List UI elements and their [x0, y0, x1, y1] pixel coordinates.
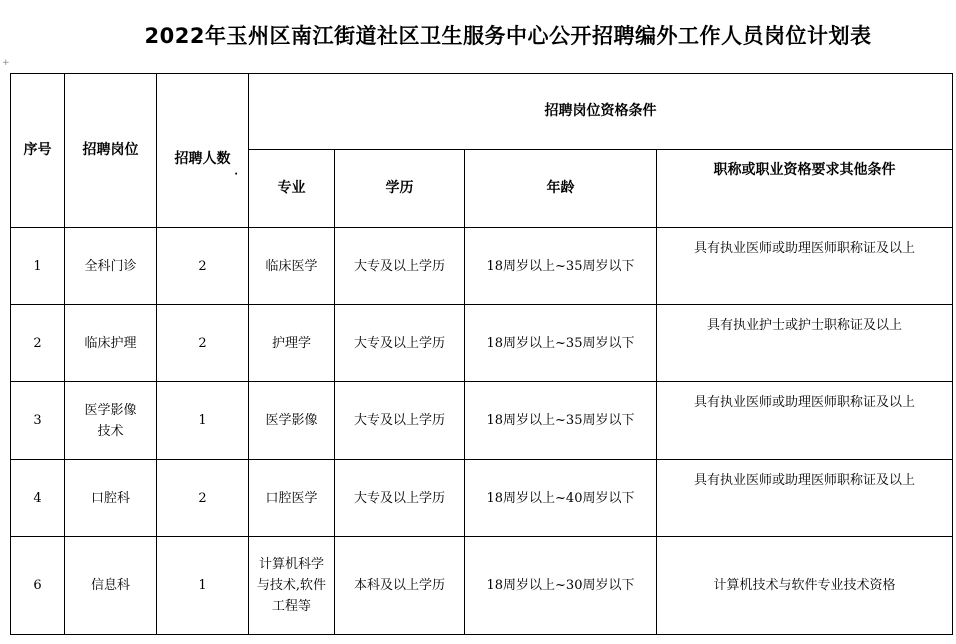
- header-seq: 序号: [11, 74, 65, 228]
- cell-major: 计算机科学与技术,软件工程等: [249, 537, 335, 635]
- header-position: 招聘岗位: [65, 74, 157, 228]
- header-other: 职称或职业资格要求其他条件: [657, 150, 953, 228]
- header-education: 学历: [335, 150, 465, 228]
- cell-age: 18周岁以上~40周岁以下: [465, 460, 657, 537]
- cell-major: 临床医学: [249, 228, 335, 305]
- header-count-dot: ·: [234, 169, 238, 180]
- header-age: 年龄: [465, 150, 657, 228]
- table-row: [11, 305, 953, 382]
- cell-seq: 2: [11, 305, 65, 382]
- cell-other: 具有执业医师或助理医师职称证及以上: [657, 382, 953, 460]
- cell-education: 大专及以上学历: [335, 228, 465, 305]
- cell-education: 本科及以上学历: [335, 537, 465, 635]
- cell-seq: 3: [11, 382, 65, 460]
- cell-position: 医学影像技术: [65, 382, 157, 460]
- cell-seq: 6: [11, 537, 65, 635]
- table-row: [11, 460, 953, 537]
- table-row: [11, 228, 953, 305]
- cell-education: 大专及以上学历: [335, 305, 465, 382]
- cell-seq: 1: [11, 228, 65, 305]
- cell-other: 计算机技术与软件专业技术资格: [657, 537, 953, 635]
- table-row: [11, 382, 953, 460]
- cell-education: 大专及以上学历: [335, 460, 465, 537]
- cell-major: 医学影像: [249, 382, 335, 460]
- cell-seq: 4: [11, 460, 65, 537]
- cell-count: 1: [157, 382, 249, 460]
- cell-other: 具有执业医师或助理医师职称证及以上: [657, 460, 953, 537]
- cell-position: 临床护理: [65, 305, 157, 382]
- cell-position: 信息科: [65, 537, 157, 635]
- header-count-label: 招聘人数: [174, 151, 231, 167]
- cell-count: 2: [157, 228, 249, 305]
- cell-position: 全科门诊: [65, 228, 157, 305]
- cell-other: 具有执业医师或助理医师职称证及以上: [657, 228, 953, 305]
- cell-count: 2: [157, 460, 249, 537]
- table-move-handle-icon[interactable]: +: [2, 58, 10, 68]
- cell-age: 18周岁以上~35周岁以下: [465, 228, 657, 305]
- cell-age: 18周岁以上~30周岁以下: [465, 537, 657, 635]
- cell-major: 口腔医学: [249, 460, 335, 537]
- page-title: 2022年玉州区南江街道社区卫生服务中心公开招聘编外工作人员岗位计划表: [144, 24, 872, 48]
- cell-education: 大专及以上学历: [335, 382, 465, 460]
- recruitment-plan-table: [10, 73, 953, 635]
- cell-count: 2: [157, 305, 249, 382]
- cell-count: 1: [157, 537, 249, 635]
- cell-age: 18周岁以上~35周岁以下: [465, 305, 657, 382]
- cell-major: 护理学: [249, 305, 335, 382]
- header-count: [157, 74, 249, 228]
- header-qualifications: 招聘岗位资格条件: [249, 74, 953, 150]
- header-major: 专业: [249, 150, 335, 228]
- cell-other: 具有执业护士或护士职称证及以上: [657, 305, 953, 382]
- cell-position: 口腔科: [65, 460, 157, 537]
- table-row: [11, 537, 953, 635]
- cell-age: 18周岁以上~35周岁以下: [465, 382, 657, 460]
